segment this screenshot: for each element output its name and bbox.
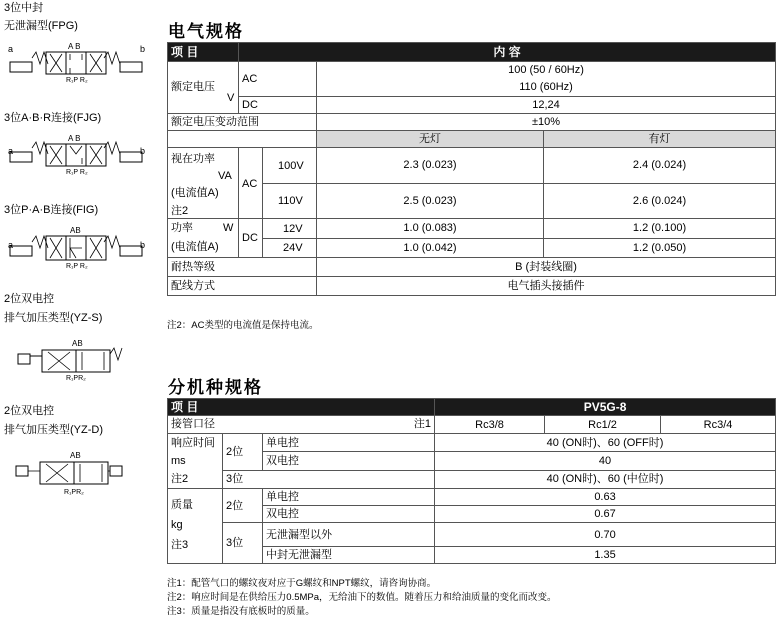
kg-label: kg	[171, 519, 183, 531]
val-24-no-lamp: 1.0 (0.042)	[317, 238, 544, 258]
rated-voltage-label: 额定电压	[171, 81, 215, 93]
val-110-no-lamp: 2.5 (0.023)	[317, 183, 544, 219]
model-spec-title: 分机种规格	[168, 378, 263, 397]
v24-label: 24V	[283, 242, 303, 254]
apparent-power-label: 视在功率	[171, 153, 215, 165]
note2-label: 注2	[171, 205, 189, 217]
header-content: 内 容	[239, 43, 776, 62]
col-lamp: 有灯	[544, 131, 776, 148]
table-row	[168, 258, 776, 277]
val-12-no-lamp: 1.0 (0.083)	[317, 219, 544, 239]
val-110-lamp: 2.6 (0.024)	[544, 183, 776, 219]
table-row	[168, 148, 776, 184]
svg-text:b: b	[140, 44, 146, 54]
svg-text:R₁PR₂: R₁PR₂	[66, 375, 86, 382]
rt-double-value: 40	[435, 452, 776, 470]
val-100-lamp: 2.4 (0.024)	[544, 148, 776, 184]
port-rc12: Rc1/2	[545, 416, 661, 434]
dc-label: DC	[242, 99, 258, 111]
valve-symbol-fjg	[6, 130, 146, 176]
double-solenoid-label: 双电控	[263, 452, 435, 470]
svg-text:R₁P R₂: R₁P R₂	[66, 263, 88, 270]
v12-label: 12V	[283, 223, 303, 235]
port-rc38: Rc3/8	[435, 416, 545, 434]
valve-symbol-fpg	[6, 40, 146, 86]
electrical-spec-title: 电气规格	[168, 22, 244, 41]
ms-label: ms	[171, 455, 186, 467]
table-row	[168, 131, 776, 148]
mass-label: 质量	[171, 499, 193, 511]
heat-class-value: B (封装线圈)	[317, 258, 776, 277]
model-footnote-2: 注2：响应时间是在供给压力0.5MPa，无给油下的数值。随着压力和给油质量的变化而改变。	[167, 592, 557, 603]
svg-text:AB: AB	[70, 451, 81, 460]
rt-single-value: 40 (ON时)、60 (OFF时)	[435, 434, 776, 452]
header-item: 项 目	[168, 43, 239, 62]
symbol-title: 3位A·B·R连接(FJG)	[4, 112, 102, 124]
symbol-title: 3位中封	[4, 2, 44, 14]
pos2-label: 2位	[223, 434, 263, 471]
svg-text:a: a	[8, 44, 14, 54]
port-size-label: 接管口径	[171, 418, 215, 430]
non-leak-other-label: 无泄漏型以外	[263, 523, 435, 547]
response-time-label: 响应时间	[171, 437, 215, 449]
ac-label: AC	[242, 73, 258, 85]
dc-label: DC	[242, 232, 258, 244]
valve-symbol-fig	[6, 222, 146, 268]
model-spec-table	[167, 398, 776, 564]
note2-label: 注2	[171, 473, 189, 485]
svg-text:AB: AB	[70, 226, 81, 235]
header-item: 项 目	[168, 399, 435, 416]
svg-text:R₁PR₂: R₁PR₂	[64, 489, 84, 496]
v-unit: V	[227, 92, 235, 104]
table-row	[168, 416, 776, 434]
current-value-label: (电流值A)	[171, 241, 219, 253]
ac-value-1: 100 (50 / 60Hz)	[317, 62, 776, 79]
val-100-no-lamp: 2.3 (0.023)	[317, 148, 544, 184]
mass-3-other-value: 0.70	[435, 523, 776, 547]
table-row	[168, 277, 776, 296]
heat-class-label: 耐热等级	[168, 258, 317, 277]
current-value-label: (电流值A)	[171, 187, 219, 199]
pos3-label: 3位	[223, 523, 263, 564]
range-value: ±10%	[317, 114, 776, 131]
table-header-row	[168, 43, 776, 62]
model-footnote-1: 注1：配管气口的螺纹夜对应于G螺纹和NPT螺纹，请咨询协商。	[167, 578, 437, 589]
table-row	[168, 470, 776, 488]
table-row	[168, 523, 776, 547]
dc-value: 12,24	[317, 96, 776, 113]
val-24-lamp: 1.2 (0.050)	[544, 238, 776, 258]
w-unit: W	[223, 222, 234, 234]
note3-label: 注3	[171, 539, 189, 551]
valve-symbol-yz-s	[16, 336, 126, 382]
port-rc34: Rc3/4	[661, 416, 776, 434]
svg-text:AB: AB	[72, 339, 83, 348]
model-footnote-3: 注3：质量是指没有底板时的质量。	[167, 606, 315, 617]
svg-text:a: a	[8, 146, 14, 156]
pos3-label: 3位	[223, 470, 435, 488]
svg-text:R₁P R₂: R₁P R₂	[66, 77, 88, 84]
v110-label: 110V	[278, 195, 303, 207]
symbol-title: 2位双电控	[4, 405, 55, 417]
power-label: 功率	[171, 222, 193, 234]
ac-label: AC	[242, 178, 258, 190]
single-solenoid-label: 单电控	[263, 434, 435, 452]
rt-3pos-value: 40 (ON时)、60 (中位时)	[435, 470, 776, 488]
mass-single-value: 0.63	[435, 489, 776, 506]
svg-text:A B: A B	[68, 42, 81, 51]
table-header-row	[168, 399, 776, 416]
table-row	[168, 62, 776, 79]
symbol-title: 3位P·A·B连接(FIG)	[4, 204, 99, 216]
table-row	[168, 219, 776, 239]
table-row	[168, 114, 776, 131]
svg-text:b: b	[140, 146, 146, 156]
ac-value-2: 110 (60Hz)	[317, 79, 776, 96]
svg-text:A B: A B	[68, 134, 81, 143]
header-model: PV5G-8	[435, 399, 776, 416]
electrical-footnote: 注2：AC类型的电流值是保持电流。	[167, 320, 319, 331]
symbol-subtitle: 无泄漏型(FPG)	[4, 20, 78, 32]
electrical-spec-table	[167, 42, 776, 296]
mass-3-sealed-value: 1.35	[435, 547, 776, 564]
val-12-lamp: 1.2 (0.100)	[544, 219, 776, 239]
va-unit: VA	[218, 170, 232, 182]
center-sealed-label: 中封无泄漏型	[263, 547, 435, 564]
symbol-subtitle: 排气加压类型(YZ-S)	[4, 312, 103, 324]
svg-text:R₁P R₂: R₁P R₂	[66, 169, 88, 176]
single-solenoid-label: 单电控	[263, 489, 435, 506]
wiring-label: 配线方式	[168, 277, 317, 296]
col-no-lamp: 无灯	[317, 131, 544, 148]
svg-text:a: a	[8, 240, 14, 250]
range-label: 额定电压变动范围	[168, 114, 317, 131]
table-row	[168, 489, 776, 506]
valve-symbol-yz-d	[14, 448, 126, 496]
note1-label: 注1	[413, 418, 432, 430]
svg-text:b: b	[140, 240, 146, 250]
pos2-label: 2位	[223, 489, 263, 523]
cut-off-top-text	[0, 0, 783, 3]
wiring-value: 电气插头接插件	[317, 277, 776, 296]
table-row	[168, 434, 776, 452]
symbol-title: 2位双电控	[4, 293, 55, 305]
symbol-subtitle: 排气加压类型(YZ-D)	[4, 424, 103, 436]
mass-double-value: 0.67	[435, 506, 776, 523]
double-solenoid-label: 双电控	[263, 506, 435, 523]
v100-label: 100V	[278, 160, 304, 172]
